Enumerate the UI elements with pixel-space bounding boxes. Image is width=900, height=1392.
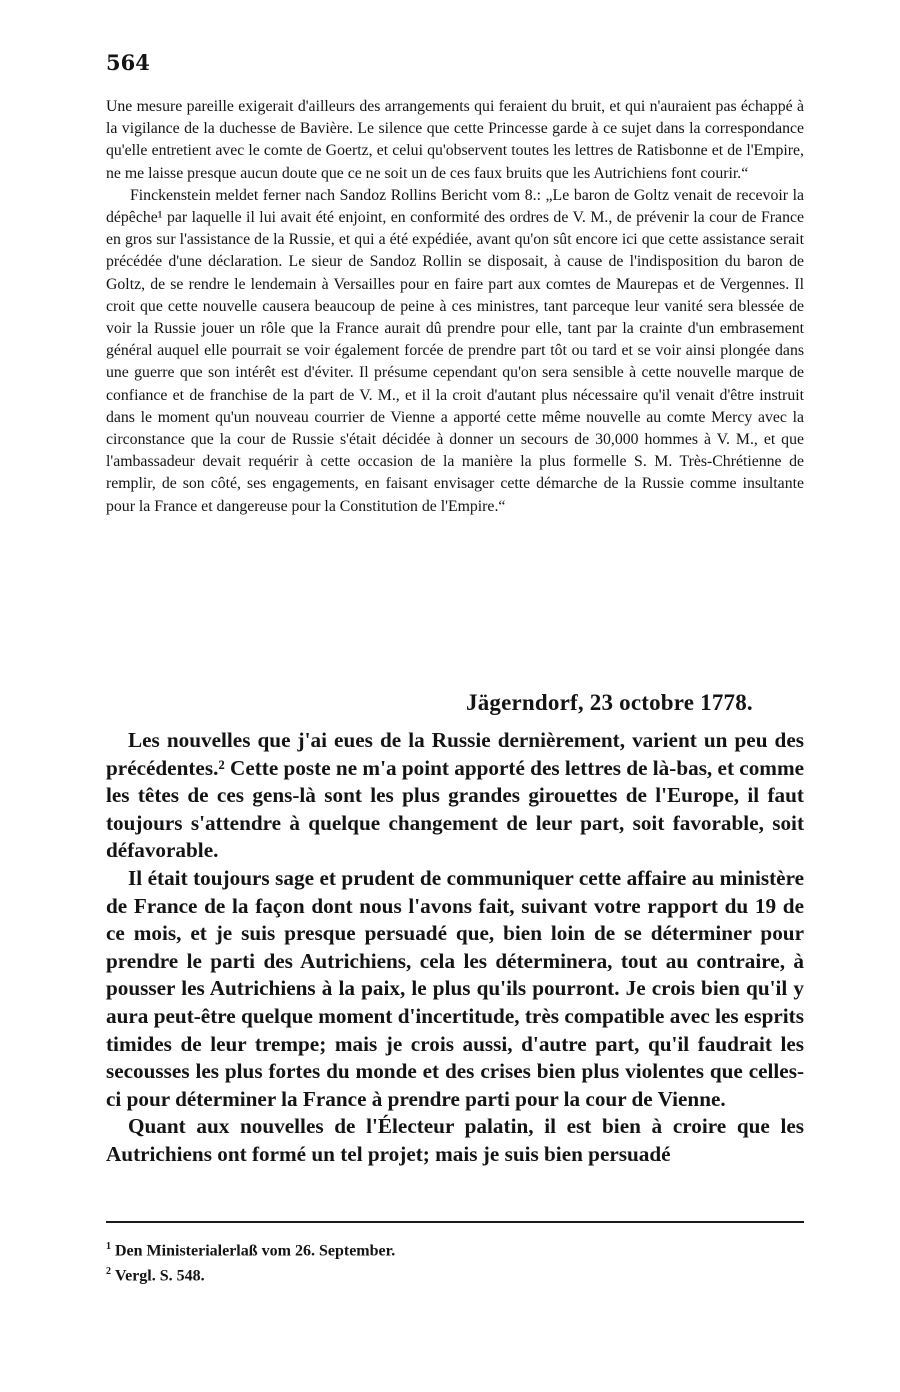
letter-paragraph: Il était toujours sage et prudent de communiquer cette affaire au ministère de France de la façon dont nous l'avons fait, suivant votre rapport du 19 de ce mois, et je suis presque persuadé que, bien loin de se déterminer pour prendre le parti des Autrichiens, cela les déterminera, tout au contraire, à pousser les Autrichiens à la paix, le plus qu'ils pourront. Je crois bien qu'il y aura peut-être quelque moment d'incertitude, très compatible avec les esprits timides de leur trempe; mais je crois aussi, d'autre part, qu'il faudrait les secousses les plus fortes du monde et des crises bien plus violentes que celles-ci pour déterminer la France à prendre parti pour la cour de Vienne.: [106, 865, 804, 1111]
letter-paragraph: Les nouvelles que j'ai eues de la Russie dernièrement, varient un peu des précédentes.² Cette poste ne m'a point apporté des lettres de là-bas, et comme les têtes de ces gens-là sont les plus grandes girouettes de l'Europe, il faut toujours s'attendre à quelque changement de leur part, soit favorable, soit défavorable.: [106, 728, 804, 863]
footnote-text: Den Ministerialerlaß vom 26. September.: [115, 1242, 396, 1260]
footnote-text: Vergl. S. 548.: [115, 1267, 205, 1285]
page-number: 564: [106, 50, 150, 75]
footnote-mark: 2: [106, 1266, 111, 1278]
quote-paragraph: Finckenstein meldet ferner nach Sandoz Rollins Bericht vom 8.: „Le baron de Goltz venait de recevoir la dépêche¹ par laquelle il lui avait été enjoint, en conformité des ordres de V. M., de prévenir la cour de France en gros sur l'assistance de la Russie, et qui a été expédiée, avant qu'on sût encore ici que cette assistance serait précédée d'une déclaration. Le sieur de Sandoz Rollin se disposait, à cause de l'indisposition du baron de Goltz, de se rendre le lendemain à Versailles pour en faire part aux comtes de Maurepas et de Vergennes. Il croit que cette nouvelle causera beaucoup de peine à ces ministres, tant parceque leur vanité sera blessée de voir la Russie jouer un rôle que la France aurait dû prendre pour elle, tant par la crainte d'un embrasement général auquel elle pourrait se voir également forcée de prendre part tôt ou tard et se voir ainsi plongée dans une guerre que son intérêt est d'éviter. Il présume cependant qu'on sera sensible à cette nouvelle marque de confiance et de franchise de la part de V. M., et il la croit d'autant plus nécessaire qu'il venait d'être instruit dans le moment qu'un nouveau courrier de Vienne a apporté cette même nouvelle au comte Mercy avec la circonstance que la cour de Russie s'était décidée à donner un secours de 30,000 hommes à V. M., et que l'ambassadeur devait requérir à cette occasion de la manière la plus formelle S. M. Très-Chrétienne de remplir, de son côté, ses engagements, en faisant envisager cette démarche de la Russie comme insultante pour la France et dangereuse pour la Constitution de l'Empire.“: [106, 186, 804, 515]
quoted-report-block: [106, 96, 804, 518]
letter-body: [106, 727, 804, 1169]
footnote-divider: [106, 1221, 804, 1223]
letter-dateline: Jägerndorf, 23 octobre 1778.: [466, 690, 753, 715]
footnote: [106, 1236, 804, 1261]
quote-paragraph: Une mesure pareille exigerait d'ailleurs des arrangements qui feraient du bruit, et qui n'auraient pas échappé à la vigilance de la duchesse de Bavière. Le silence que cette Princesse garde à ce sujet dans la correspondance qu'elle entretient avec le comte de Goertz, et celui qu'observent toutes les lettres de Ratisbonne et de l'Empire, ne me laisse presque aucun doute que ce ne soit un de ces faux bruits que les Autrichiens font courir.“: [106, 98, 804, 182]
footnote: [106, 1261, 804, 1286]
letter-paragraph: Quant aux nouvelles de l'Électeur palatin, il est bien à croire que les Autrichiens ont formé un tel projet; mais je suis bien persuadé: [106, 1114, 804, 1166]
footnote-mark: 1: [106, 1241, 111, 1252]
footnotes: [106, 1236, 804, 1287]
